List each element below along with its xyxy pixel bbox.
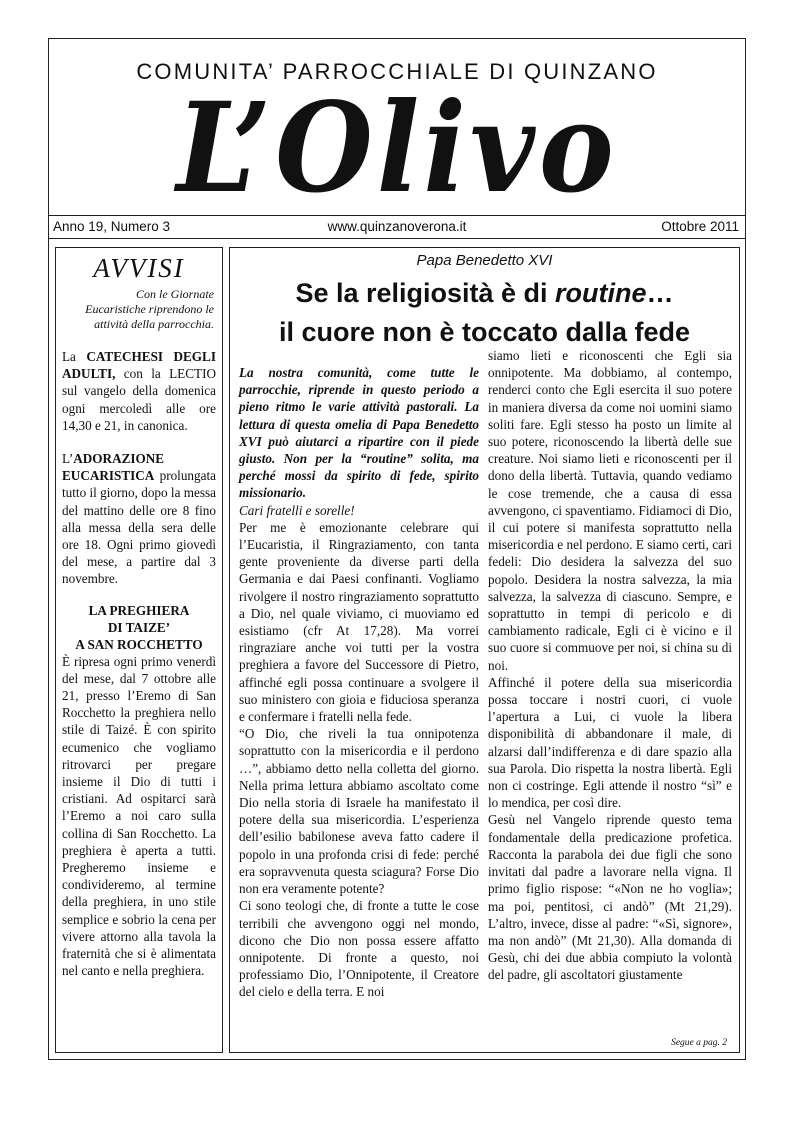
notice-text: prolungata tutto il giorno, dopo la messa del mattino delle ore 8 fino alla messa della sera delle ore 18. Ogni primo giovedì del mese, a partire dal 3 novembre. (62, 468, 216, 587)
masthead-title: L’Olivo (176, 76, 618, 221)
article-paragraph: “O Dio, che riveli la tua onnipotenza soprattutto con la misericordia e il perdono …”, abbiamo detto nella colletta del giorno. Nella prima lettura abbiamo ascoltato come Dio nella storia di Israele ha manifestato il potere della sua misericordia. L’esperienza dell’esilio babilonese aveva fatto cadere il popolo in una profonda crisi di fede: perché era sopravvenuta questa sciagura? Forse Dio non era veramente potente? (239, 726, 479, 897)
article-paragraph: siamo lieti e riconoscenti che Egli sia onnipotente. Ma dobbiamo, al contempo, renderci conto che Egli esercita il suo potere in maniera diversa da come noi uomini siamo soliti fare. Egli stesso ha posto un limite al suo potere, riconoscendo la libertà delle sue creature. Noi siamo lieti e riconoscenti per il dono della libertà. Tuttavia, quando vediamo le cose tremende, che a causa di essa avvengono, ci spaventiamo. Fidiamoci di Dio, il cui potere si manifesta soprattutto nella misericordia e nel perdono. E siamo certi, cari fedeli: Dio desidera la salvezza del suo popolo. Desidera la nostra salvezza, la mia salvezza, la salvezza di ciascuno. Sempre, e soprattutto in tempi di pericolo e di cambiamento radicale, Egli ci è vicino e il suo cuore si commuove per noi, si china su di noi. (488, 348, 732, 673)
article-column-left (239, 364, 479, 1001)
notice-text: L’ (62, 451, 74, 467)
taize-heading-line: LA PREGHIERA (88, 602, 190, 618)
avvisi-subtitle: Con le Giornate Eucaristiche riprendono le attività della parrocchia. (85, 287, 214, 331)
notice-bold: ADORAZIONE EUCARISTICA (62, 451, 165, 484)
parish-name: COMUNITA’ PARROCCHIALE DI QUINZANO (136, 59, 658, 84)
avvisi-sidebar (55, 247, 223, 1053)
notice-text: La (62, 349, 87, 364)
issue-line (49, 215, 745, 239)
article-greeting: Cari fratelli e sorelle! (239, 502, 355, 518)
taize-heading-line: A SAN ROCCHETTO (75, 636, 203, 652)
article-headline (230, 274, 739, 352)
article-paragraph: Gesù nel Vangelo riprende questo tema fondamentale della predicazione profetica. Racconta la parabola dei due figli che sono invitati dal padre a lavorare nella vigna. Il primo figlio rispose: “«Non ne ho voglia»; ma poi, pentitosi, ci andò” (Mt 21,29). L’altro, invece, disse al padre: “«Sì, signore», ma non andò” (Mt 21,30). Alla domanda di Gesù, chi dei due abbia compiuto la volontà del padre, gli ascoltatori giustamente (488, 812, 732, 983)
headline-line-1 (230, 274, 739, 313)
article (229, 247, 740, 1053)
headline-text: … (646, 278, 674, 308)
issue-number: Anno 19, Numero 3 (53, 219, 171, 234)
headline-text: Se la religiosità è di (295, 278, 556, 308)
headline-line-2: il cuore non è toccato dalla fede (278, 317, 691, 347)
taize-text: È ripresa ogni primo venerdì del mese, dal 7 ottobre alle 21, presso l’Eremo di San Rocchetto la preghiera nello stile di Taizé. È con spirito ecumenico che vogliamo ritrovarci per pregare insieme il Dio di tutti i cristiani. Ad ospitarci sarà l’Eremo a noi caro sulla collina di San Rocchetto. La preghiera è aperta a tutti. Pregheremo insieme e condivideremo, al termine della preghiera, in uno stile semplice e sobrio la cena per vivere attorno alla tavola la fraternità che si è alimentata nel canto e nella preghiera. (62, 653, 216, 979)
taize-heading (62, 602, 216, 653)
article-paragraph: Ci sono teologi che, di fronte a tutte le cose terribili che avvengono oggi nel mondo, dicono che Dio non possa essere affatto onnipotente. Di fronte a questo, noi professiamo Dio, l’Onnipotente, il Creatore del cielo e della terra. E noi (239, 898, 479, 1000)
article-column-right (488, 348, 732, 984)
notice-adorazione (62, 450, 216, 588)
notice-text: con la LECTIO sul vangelo della domenica ogni mercoledì alle ore 14,30 e 21, in canonica. (62, 366, 216, 433)
article-lead: La nostra comunità, come tutte le parrocchie, riprende in questo periodo a pieno ritmo le varie attività pastorali. La lettura di questa omelia di Papa Benedetto XVI può aiutarci a ripartire con il piede giusto. Non per la “routine” solita, ma perché mossi da spirito di fede, spirito missionario. (239, 365, 479, 501)
website-link[interactable]: www.quinzanoverona.it (327, 219, 467, 234)
article-kicker: Papa Benedetto XVI (416, 252, 553, 269)
article-paragraph: Per me è emozionante celebrare qui l’Eucaristia, il Ringraziamento, con tanta gente proveniente da diverse parti della Germania e dai Paesi confinanti. Vogliamo rivolgere il nostro ringraziamento soprattutto a Dio, nel quale viviamo, ci muoviamo ed esistiamo (cfr At 17,28). Ma vorrei ringraziare anche voi tutti per la vostra preghiera a favore del Successore di Pietro, affinché egli possa continuare a svolgere il suo ministero con gioia e fiduciosa speranza e confermare i fratelli nella fede. (239, 519, 479, 725)
notice-bold: CATECHESI DEGLI ADULTI, (62, 349, 216, 382)
continue-note: Segue a pag. 2 (671, 1038, 727, 1048)
taize-heading-line: DI TAIZE’ (107, 619, 171, 635)
issue-date: Ottobre 2011 (661, 219, 739, 234)
article-paragraph: Affinché il potere della sua misericordia possa toccare i nostri cuori, ci vuole l’apertura a Lui, ci vuole la libera disponibilità di abbandonare il male, di alzarsi dall’indifferenza e di dare spazio alla sua Parola. Dio rispetta la nostra libertà. Egli non ci costringe. Egli attende il nostro “sì” e lo mendica, per così dire. (488, 674, 732, 811)
page-frame (48, 38, 746, 1060)
notice-catechesi (62, 348, 216, 434)
headline-italic: routine (555, 278, 647, 308)
avvisi-title: AVVISI (93, 253, 185, 283)
